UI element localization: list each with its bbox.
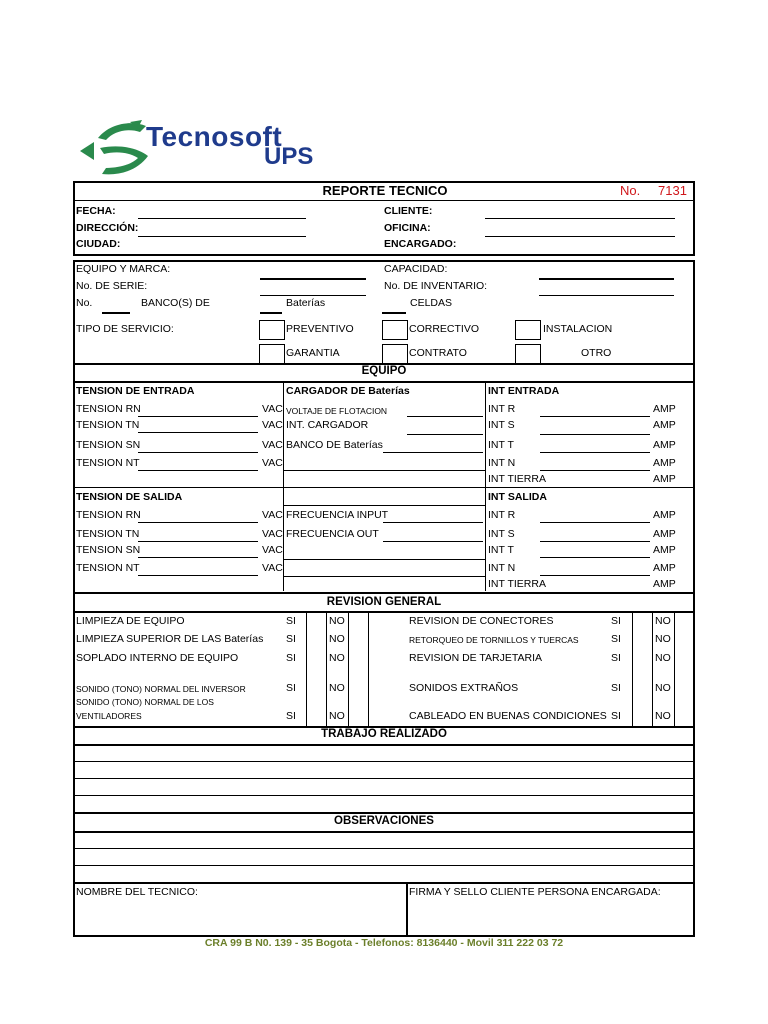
tension-input-line[interactable] <box>138 416 258 417</box>
nombre-tecnico-field[interactable] <box>75 884 405 934</box>
baterias-label: Baterías <box>286 297 326 309</box>
si-label: SI <box>286 633 296 645</box>
no-label: NO <box>329 652 345 664</box>
no-checkbox[interactable] <box>675 708 694 724</box>
int-label: INT TIERRA <box>488 578 546 590</box>
banco-baterias-line[interactable] <box>383 452 483 453</box>
revision-item-label: SONIDO (TONO) NORMAL DE LOS <box>76 697 214 707</box>
revision-item-label: REVISION DE CONECTORES <box>409 615 554 627</box>
service-garantia-label: GARANTIA <box>286 347 340 359</box>
int-label: INT R <box>488 403 516 415</box>
revision-section-title: REVISION GENERAL <box>326 596 442 608</box>
tension-input-line[interactable] <box>138 432 258 433</box>
si-checkbox[interactable] <box>307 613 326 629</box>
amp-unit: AMP <box>653 403 676 415</box>
tension-input-line[interactable] <box>138 452 258 453</box>
revision-item-label: LIMPIEZA SUPERIOR DE LAS Baterías <box>76 633 264 645</box>
report-number-label: No. <box>620 183 641 198</box>
revision-item-label: CABLEADO EN BUENAS CONDICIONES <box>409 710 607 722</box>
amp-unit: AMP <box>653 457 676 469</box>
tension-input-line[interactable] <box>138 541 258 542</box>
si-checkbox[interactable] <box>307 631 326 647</box>
int-input-line[interactable] <box>540 416 650 417</box>
no-inventario-label: No. DE INVENTARIO: <box>384 280 488 292</box>
trabajo-line-1[interactable] <box>74 761 694 762</box>
si-label: SI <box>611 615 621 627</box>
int-label: INT N <box>488 457 516 469</box>
tension-label: TENSION RN <box>76 509 141 521</box>
int-label: INT N <box>488 562 516 574</box>
nombre-tecnico-label: NOMBRE DEL TECNICO: <box>76 886 198 898</box>
no-checkbox[interactable] <box>675 613 694 629</box>
amp-unit: AMP <box>653 419 676 431</box>
field-oficina-label: OFICINA: <box>384 222 431 234</box>
tension-label: TENSION SN <box>76 544 141 556</box>
no-bancos-line[interactable] <box>102 312 130 314</box>
frecuencia-out-line[interactable] <box>383 541 483 542</box>
si-checkbox[interactable] <box>633 679 652 695</box>
vac-unit: VAC <box>262 457 283 469</box>
si-checkbox[interactable] <box>307 679 326 695</box>
service-preventivo-label: PREVENTIVO <box>286 323 354 335</box>
int-input-line[interactable] <box>540 557 650 558</box>
si-label: SI <box>611 710 621 722</box>
si-label: SI <box>611 633 621 645</box>
tension-input-line[interactable] <box>138 470 258 471</box>
amp-unit: AMP <box>653 528 676 540</box>
si-checkbox[interactable] <box>633 631 652 647</box>
no-checkbox[interactable] <box>675 631 694 647</box>
no-label: NO <box>655 633 671 645</box>
field-direccion-line[interactable] <box>138 236 306 237</box>
si-label: SI <box>286 652 296 664</box>
no-checkbox[interactable] <box>349 613 368 629</box>
int-label: INT T <box>488 439 514 451</box>
banco-baterias-label: BANCO DE Baterías <box>286 439 383 451</box>
service-instalacion-label: INSTALACION <box>543 323 613 335</box>
tension-label: TENSION TN <box>76 528 140 540</box>
tension-label: TENSION NT <box>76 457 140 469</box>
int-input-line[interactable] <box>540 575 650 576</box>
firma-cliente-field[interactable] <box>408 884 693 934</box>
tipo-servicio-label: TIPO DE SERVICIO: <box>76 323 174 335</box>
tension-entrada-heading: TENSION DE ENTRADA <box>76 385 195 397</box>
logo-text-tecnosoft: Tecnosoft <box>146 121 283 152</box>
si-label: SI <box>286 615 296 627</box>
tension-input-line[interactable] <box>138 557 258 558</box>
revision-item-label: RETORQUEO DE TORNILLOS Y TUERCAS <box>409 635 579 645</box>
no-checkbox[interactable] <box>349 650 368 666</box>
celdas-label: CELDAS <box>410 297 453 309</box>
amp-unit: AMP <box>653 439 676 451</box>
service-otro-label: OTRO <box>581 347 612 359</box>
trabajo-section-title: TRABAJO REALIZADO <box>321 728 447 740</box>
checkbox-otro[interactable] <box>515 344 541 364</box>
si-label: SI <box>611 652 621 664</box>
checkbox-contrato[interactable] <box>382 344 408 364</box>
equipo-marca-label: EQUIPO Y MARCA: <box>76 263 171 275</box>
field-ciudad-label: CIUDAD: <box>76 238 121 250</box>
bancos-label: BANCO(S) DE <box>141 297 210 309</box>
tension-label: TENSION SN <box>76 439 141 451</box>
no-label: NO <box>329 682 345 694</box>
amp-unit: AMP <box>653 544 676 556</box>
no-label: NO <box>655 652 671 664</box>
trabajo-line-2[interactable] <box>74 778 694 779</box>
vac-unit: VAC <box>262 544 283 556</box>
no-label: No. <box>76 297 93 309</box>
report-number: 7131 <box>658 183 687 198</box>
vac-unit: VAC <box>262 562 283 574</box>
amp-unit: AMP <box>653 509 676 521</box>
int-input-line[interactable] <box>540 470 650 471</box>
int-entrada-heading: INT ENTRADA <box>488 385 560 397</box>
field-fecha-line[interactable] <box>138 218 306 219</box>
revision-item-label: REVISION DE TARJETARIA <box>409 652 543 664</box>
report-title: REPORTE TECNICO <box>322 183 448 198</box>
field-cliente-label: CLIENTE: <box>384 205 433 217</box>
checkbox-garantia[interactable] <box>259 344 285 364</box>
logo-text-ups: UPS <box>264 143 314 170</box>
field-fecha-label: FECHA: <box>76 205 116 217</box>
checkbox-instalacion[interactable] <box>515 320 541 340</box>
si-checkbox[interactable] <box>633 613 652 629</box>
no-label: NO <box>329 615 345 627</box>
tension-label: TENSION TN <box>76 419 140 431</box>
field-encargado-label: ENCARGADO: <box>384 238 457 250</box>
service-contrato-label: CONTRATO <box>409 347 467 359</box>
checkbox-correctivo[interactable] <box>382 320 408 340</box>
no-label: NO <box>329 710 345 722</box>
no-label: NO <box>655 710 671 722</box>
int-input-line[interactable] <box>540 452 650 453</box>
vac-unit: VAC <box>262 509 283 521</box>
field-cliente-line[interactable] <box>485 218 675 219</box>
int-salida-heading: INT SALIDA <box>488 491 547 503</box>
revision-item-label: SONIDO (TONO) NORMAL DEL INVERSOR <box>76 684 246 694</box>
vac-unit: VAC <box>262 419 283 431</box>
int-cargador-line[interactable] <box>407 434 483 435</box>
observaciones-line-2[interactable] <box>74 865 694 866</box>
capacidad-line[interactable] <box>539 278 674 280</box>
equipo-section-title: EQUIPO <box>361 365 407 377</box>
vac-unit: VAC <box>262 439 283 451</box>
field-oficina-line[interactable] <box>485 236 675 237</box>
revision-item-label: SOPLADO INTERNO DE EQUIPO <box>76 652 239 664</box>
revision-item-label-cont: VENTILADORES <box>76 711 142 721</box>
trabajo-line-3[interactable] <box>74 795 694 796</box>
int-input-line[interactable] <box>540 541 650 542</box>
observaciones-line-1[interactable] <box>74 848 694 849</box>
tension-input-line[interactable] <box>138 575 258 576</box>
no-inventario-line[interactable] <box>539 295 674 296</box>
no-checkbox[interactable] <box>349 631 368 647</box>
no-serie-label: No. DE SERIE: <box>76 280 148 292</box>
si-checkbox[interactable] <box>633 708 652 724</box>
no-checkbox[interactable] <box>675 650 694 666</box>
frecuencia-out-label: FRECUENCIA OUT <box>286 528 379 540</box>
voltaje-flotacion-label: VOLTAJE DE FLOTACION <box>286 406 388 416</box>
revision-item-label: SONIDOS EXTRAÑOS <box>409 682 519 694</box>
capacidad-label: CAPACIDAD: <box>384 263 448 275</box>
checkbox-preventivo[interactable] <box>259 320 285 340</box>
amp-unit: AMP <box>653 473 676 485</box>
no-checkbox[interactable] <box>675 679 694 695</box>
baterias-line[interactable] <box>260 312 282 314</box>
int-input-line[interactable] <box>540 434 650 435</box>
si-label: SI <box>286 682 296 694</box>
frecuencia-input-line[interactable] <box>383 522 483 523</box>
no-serie-line[interactable] <box>260 295 366 296</box>
vac-unit: VAC <box>262 403 283 415</box>
si-label: SI <box>286 710 296 722</box>
revision-item-label: LIMPIEZA DE EQUIPO <box>76 615 185 627</box>
no-checkbox[interactable] <box>349 708 368 724</box>
si-checkbox[interactable] <box>307 650 326 666</box>
int-label: INT S <box>488 419 515 431</box>
tension-salida-heading: TENSION DE SALIDA <box>76 491 183 503</box>
no-label: NO <box>655 615 671 627</box>
int-label: INT R <box>488 509 516 521</box>
int-label: INT T <box>488 544 514 556</box>
int-cargador-label: INT. CARGADOR <box>286 419 369 431</box>
si-checkbox[interactable] <box>633 650 652 666</box>
cargador-heading: CARGADOR DE Baterías <box>286 385 410 397</box>
observaciones-section-title: OBSERVACIONES <box>334 815 434 827</box>
tension-label: TENSION NT <box>76 562 140 574</box>
company-logo <box>80 118 350 180</box>
equipo-marca-line[interactable] <box>260 278 366 280</box>
int-label: INT TIERRA <box>488 473 546 485</box>
amp-unit: AMP <box>653 562 676 574</box>
int-label: INT S <box>488 528 515 540</box>
tension-label: TENSION RN <box>76 403 141 415</box>
no-label: NO <box>655 682 671 694</box>
firma-cliente-label: FIRMA Y SELLO CLIENTE PERSONA ENCARGADA: <box>409 886 661 898</box>
field-direccion-label: DIRECCIÓN: <box>76 222 139 234</box>
si-label: SI <box>611 682 621 694</box>
service-correctivo-label: CORRECTIVO <box>409 323 480 335</box>
no-label: NO <box>329 633 345 645</box>
vac-unit: VAC <box>262 528 283 540</box>
footer-contact: CRA 99 B N0. 139 - 35 Bogota - Telefonos: 8136440 - Movil 311 222 03 72 <box>204 937 564 949</box>
si-checkbox[interactable] <box>307 708 326 724</box>
no-checkbox[interactable] <box>349 679 368 695</box>
amp-unit: AMP <box>653 578 676 590</box>
celdas-line[interactable] <box>382 312 406 314</box>
tension-input-line[interactable] <box>138 522 258 523</box>
frecuencia-input-label: FRECUENCIA INPUT <box>286 509 389 521</box>
voltaje-flotacion-line[interactable] <box>407 416 483 417</box>
int-input-line[interactable] <box>540 522 650 523</box>
